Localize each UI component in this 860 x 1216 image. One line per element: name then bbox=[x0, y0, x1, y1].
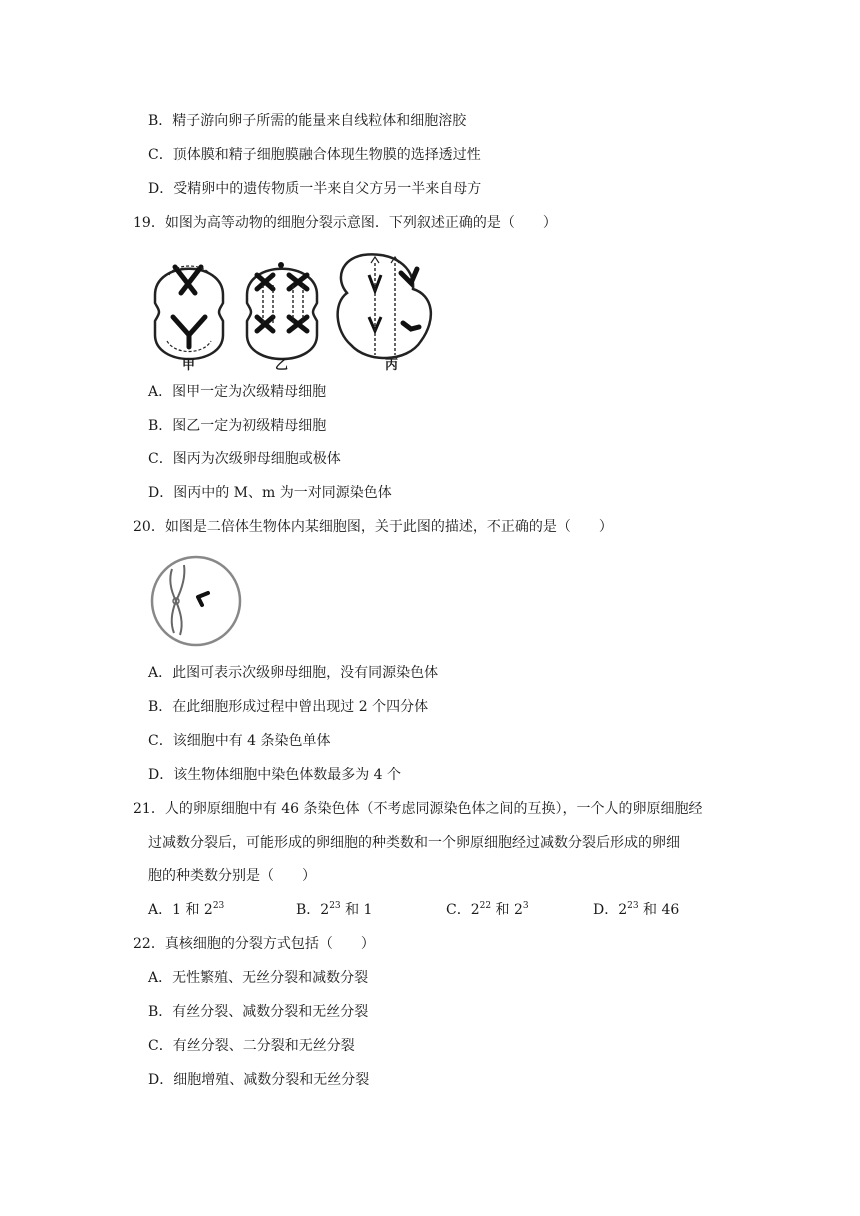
q20-option-a: A．此图可表示次级卵母细胞，没有同源染色体 bbox=[148, 665, 439, 681]
q21-option-c: C．$2^{22}$ 和 $2^3$ bbox=[446, 901, 529, 918]
q19-label-bing: 丙 bbox=[385, 358, 399, 373]
q21-stem-line-1: 21．人的卵原细胞中有 46 条染色体（不考虑同源染色体之间的互换），一个人的卵原细胞经 bbox=[133, 801, 703, 817]
q18-option-b: B．精子游向卵子所需的能量来自线粒体和细胞溶胶 bbox=[148, 113, 467, 129]
q21-stem-line-3: 胞的种类数分别是（ ） bbox=[148, 868, 316, 884]
q19-option-d: D．图丙中的 M、m 为一对同源染色体 bbox=[148, 485, 392, 501]
q19-stem: 19．如图为高等动物的细胞分裂示意图．下列叙述正确的是（ ） bbox=[133, 215, 557, 231]
small-chromosome bbox=[198, 593, 208, 605]
q22-option-a: A．无性繁殖、无丝分裂和减数分裂 bbox=[148, 970, 369, 986]
q21-option-b: B．$2^{23}$ 和 1 bbox=[296, 901, 373, 918]
q21-option-d: D．$2^{23}$ 和 46 bbox=[593, 901, 680, 918]
q20-option-d: D．该生物体细胞中染色体数最多为 4 个 bbox=[148, 767, 402, 783]
cell-yi-diagram bbox=[247, 262, 317, 359]
cell-jia-diagram bbox=[155, 266, 223, 359]
q19-label-yi: 乙 bbox=[275, 358, 289, 373]
q18-option-c: C．顶体膜和精子细胞膜融合体现生物膜的选择透过性 bbox=[148, 147, 481, 163]
q21-option-a: A．1 和 $2^{23}$ bbox=[148, 901, 225, 918]
q20-option-c: C．该细胞中有 4 条染色单体 bbox=[148, 733, 331, 749]
q20-option-b: B．在此细胞形成过程中曾出现过 2 个四分体 bbox=[148, 699, 429, 715]
q22-option-c: C．有丝分裂、二分裂和无丝分裂 bbox=[148, 1038, 355, 1054]
q22-stem: 22．真核细胞的分裂方式包括（ ） bbox=[133, 936, 375, 952]
q19-option-b: B．图乙一定为初级精母细胞 bbox=[148, 418, 327, 434]
q22-option-b: B．有丝分裂、减数分裂和无丝分裂 bbox=[148, 1004, 369, 1020]
q20-cell-figure bbox=[148, 553, 244, 649]
q19-option-a: A．图甲一定为次级精母细胞 bbox=[148, 384, 327, 400]
q22-option-d: D．细胞增殖、减数分裂和无丝分裂 bbox=[148, 1072, 370, 1088]
chromosome-outline-pair bbox=[170, 565, 184, 635]
q20-stem: 20．如图是二倍体生物体内某细胞图，关于此图的描述，不正确的是（ ） bbox=[133, 519, 613, 535]
q21-stem-line-2: 过减数分裂后，可能形成的卵细胞的种类数和一个卵原细胞经过减数分裂后形成的卵细 bbox=[148, 835, 680, 851]
cell-bing-diagram bbox=[338, 254, 431, 358]
q19-option-c: C．图丙为次级卵母细胞或极体 bbox=[148, 451, 341, 467]
q18-option-d: D．受精卵中的遗传物质一半来自父方另一半来自母方 bbox=[148, 181, 482, 197]
q19-label-jia: 甲 bbox=[182, 358, 196, 373]
